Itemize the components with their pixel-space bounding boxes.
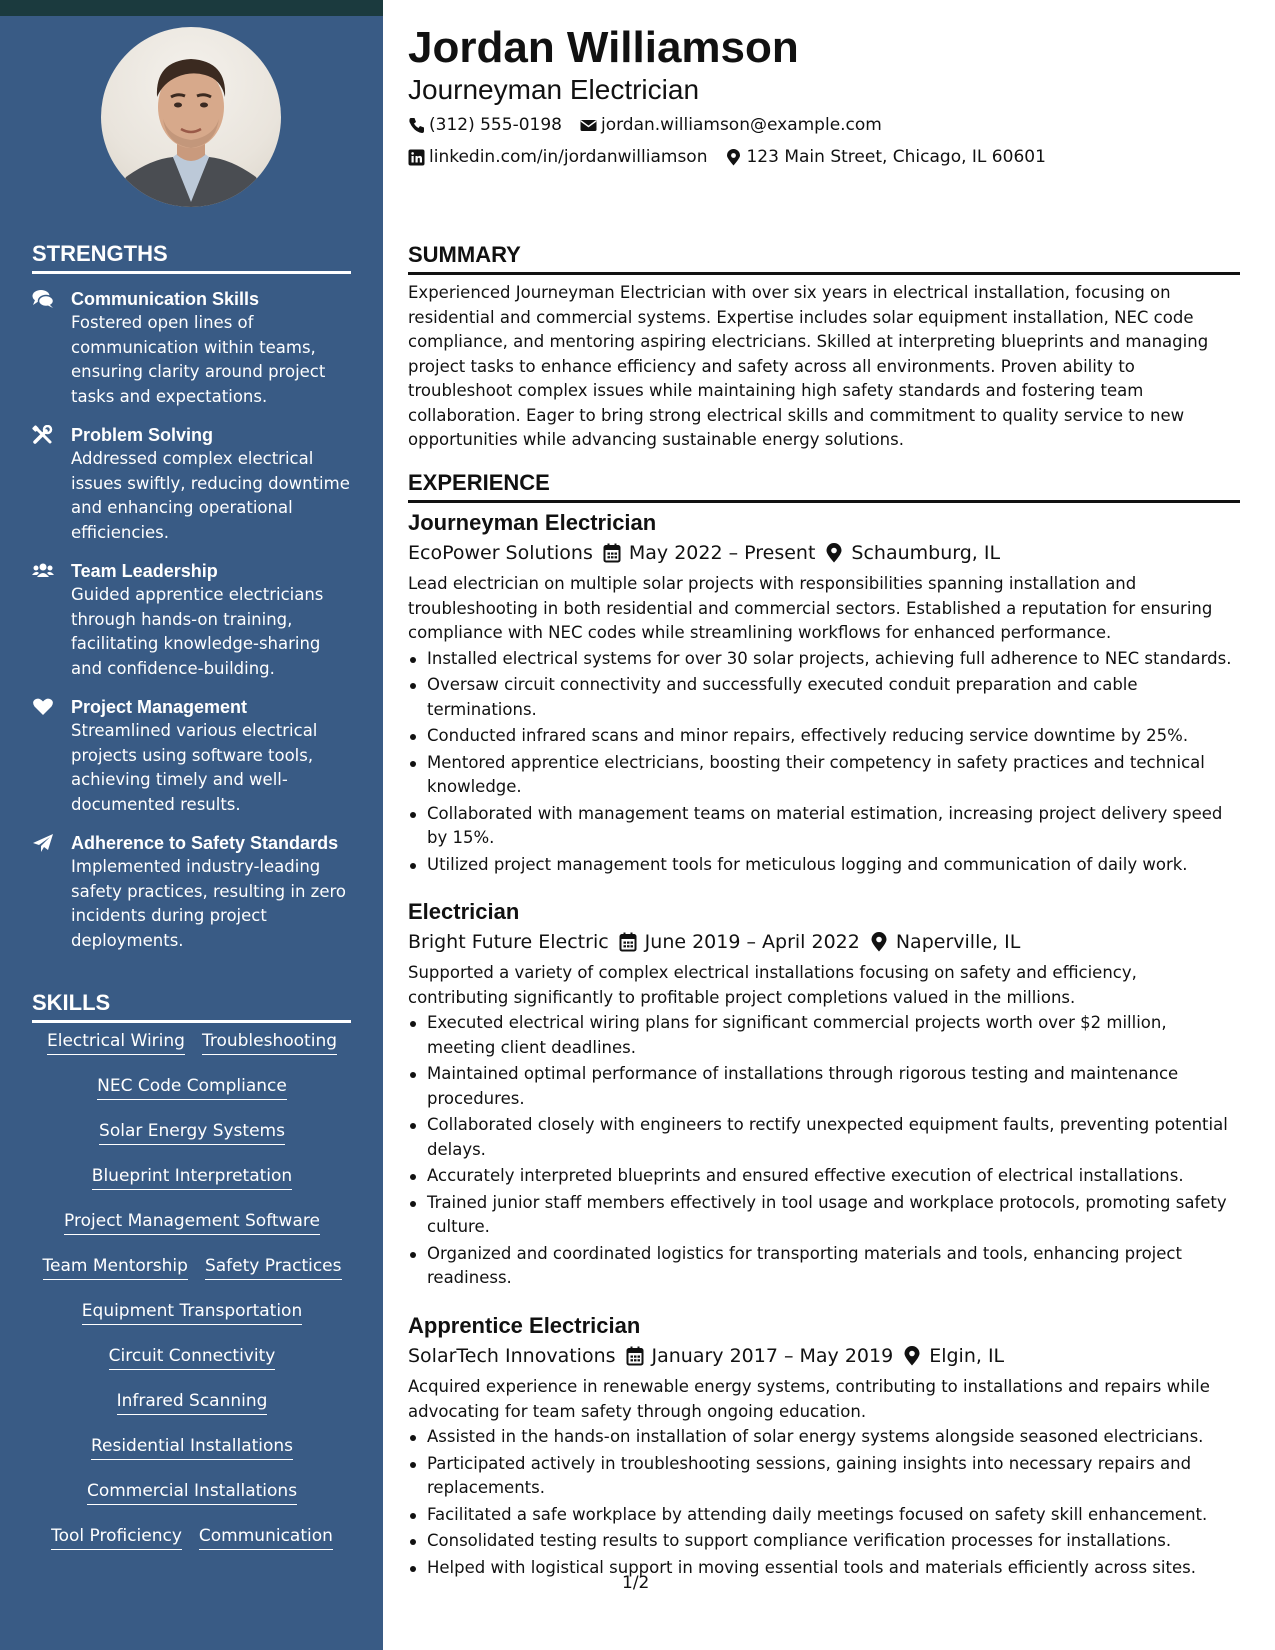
skill-row	[32, 1075, 352, 1120]
contact-row	[408, 114, 882, 136]
heart-icon	[32, 697, 54, 717]
address-text: 123 Main Street, Chicago, IL 60601	[746, 147, 1046, 167]
phone-text: (312) 555-0198	[429, 115, 562, 135]
location-pin-icon	[725, 149, 742, 166]
job-location	[825, 540, 1000, 566]
profile-photo	[101, 27, 281, 207]
page-number: 1/2	[622, 1573, 650, 1593]
company-name: Bright Future Electric	[408, 931, 609, 953]
email-text: jordan.williamson@example.com	[600, 115, 882, 135]
job-meta	[408, 540, 1240, 566]
calendar-icon	[619, 932, 637, 952]
skill-tag: NEC Code Compliance	[97, 1075, 287, 1100]
summary-text: Experienced Journeyman Electrician with over six years in electrical installation, focusing on residential and commercial systems. Expertise includes solar equipment installation, NEC code compliance, and mentoring aspiring electricians. Skilled at interpreting blueprints and managing project tasks to enhance efficiency and safety across all environments. Proven ability to troubleshoot complex issues while maintaining high safety standards and fostering team collaboration. Eager to bring strong electrical skills and commitment to quality service to new opportunities while advancing sustainable energy solutions.	[408, 283, 1209, 449]
skill-row	[32, 1390, 352, 1435]
sidebar	[0, 0, 383, 1650]
calendar-icon	[626, 1346, 644, 1366]
skill-tag: Team Mentorship	[43, 1255, 188, 1280]
job-dates-text: May 2022 – Present	[628, 542, 816, 564]
bullet-item: Utilized project management tools for meticulous logging and communication of daily work.	[408, 853, 1240, 878]
strength-item	[32, 831, 352, 953]
skill-tag: Troubleshooting	[202, 1030, 337, 1055]
job-bullets	[408, 1425, 1240, 1580]
summary-heading: SUMMARY	[408, 242, 1240, 275]
candidate-role: Journeyman Electrician	[408, 74, 700, 105]
skill-tag: Project Management Software	[64, 1210, 320, 1235]
job-location	[903, 1343, 1004, 1369]
linkedin-text: linkedin.com/in/jordanwilliamson	[429, 147, 708, 167]
skill-tag: Circuit Connectivity	[109, 1345, 276, 1370]
skill-tag: Solar Energy Systems	[99, 1120, 285, 1145]
comments-icon	[32, 289, 54, 309]
bullet-item: Installed electrical systems for over 30 solar projects, achieving full adherence to NEC standards.	[408, 647, 1240, 672]
skill-row	[32, 1120, 352, 1165]
bullet-item: Collaborated with management teams on material estimation, increasing project delivery speed by 15%.	[408, 802, 1240, 851]
job-bullets	[408, 1011, 1240, 1291]
skill-row	[32, 1435, 352, 1480]
job-location-text: Elgin, IL	[929, 1345, 1005, 1367]
strengths-heading: STRENGTHS	[32, 241, 351, 274]
job-dates-text: January 2017 – May 2019	[651, 1345, 894, 1367]
location-pin-icon	[825, 543, 843, 563]
skill-tag: Electrical Wiring	[47, 1030, 185, 1055]
job-meta	[408, 929, 1240, 955]
users-icon	[32, 561, 54, 581]
skill-row	[32, 1345, 352, 1390]
bullet-item: Organized and coordinated logistics for transporting materials and tools, enhancing project readiness.	[408, 1242, 1240, 1291]
bullet-item: Mentored apprentice electricians, boosting their competency in safety practices and technical knowledge.	[408, 751, 1240, 800]
phone-contact[interactable]	[408, 114, 562, 136]
strength-item	[32, 559, 352, 681]
job-dates	[619, 929, 860, 955]
strength-description: Addressed complex electrical issues swiftly, reducing downtime and enhancing operational efficiencies.	[71, 449, 350, 542]
skill-row	[32, 1255, 352, 1300]
bullet-item: Facilitated a safe workplace by attending daily meetings focused on safety skill enhancement.	[408, 1503, 1240, 1528]
bullet-item: Assisted in the hands-on installation of solar energy systems alongside seasoned electricians.	[408, 1425, 1240, 1450]
skill-tag: Equipment Transportation	[82, 1300, 302, 1325]
strength-item	[32, 695, 352, 817]
skill-tag: Infrared Scanning	[117, 1390, 268, 1415]
job-location-text: Schaumburg, IL	[851, 542, 1001, 564]
strength-item	[32, 423, 352, 545]
location-pin-icon	[903, 1346, 921, 1366]
company-name: EcoPower Solutions	[408, 542, 593, 564]
job-summary: Lead electrician on multiple solar projects with responsibilities spanning installation and troubleshooting in both residential and commercial sectors. Established a reputation for ensuring compliance with NEC codes while streamlining workflows for enhanced performance.	[408, 574, 1213, 642]
experience-heading: EXPERIENCE	[408, 470, 1240, 503]
skill-tag: Communication	[199, 1525, 333, 1550]
skill-row	[32, 1480, 352, 1525]
linkedin-contact[interactable]	[408, 146, 707, 168]
job-dates	[626, 1343, 894, 1369]
skills-heading: SKILLS	[32, 990, 351, 1023]
phone-icon	[408, 117, 425, 134]
job-entry	[408, 509, 1240, 879]
bullet-item: Helped with logistical support in moving essential tools and materials efficiently across sites.	[408, 1556, 1240, 1581]
linkedin-icon	[408, 149, 425, 166]
skill-tag: Safety Practices	[205, 1255, 342, 1280]
strength-title: Adherence to Safety Standards	[71, 833, 339, 853]
skill-tag: Residential Installations	[91, 1435, 293, 1460]
tools-icon	[32, 425, 54, 445]
company-name: SolarTech Innovations	[408, 1345, 616, 1367]
job-location-text: Naperville, IL	[895, 931, 1021, 953]
job-bullets	[408, 647, 1240, 878]
skill-row	[32, 1300, 352, 1345]
strength-description: Streamlined various electrical projects using software tools, achieving timely and well-documented results.	[71, 721, 318, 814]
skill-row	[32, 1030, 352, 1075]
bullet-item: Collaborated closely with engineers to rectify unexpected equipment faults, preventing potential delays.	[408, 1113, 1240, 1162]
strength-title: Project Management	[71, 697, 248, 717]
skill-row	[32, 1525, 352, 1570]
job-location	[870, 929, 1020, 955]
bullet-item: Trained junior staff members effectively in tool usage and workplace protocols, promoting safety culture.	[408, 1191, 1240, 1240]
job-title: Apprentice Electrician	[408, 1313, 641, 1338]
bullet-item: Accurately interpreted blueprints and ensured effective execution of electrical installations.	[408, 1164, 1240, 1189]
job-entry	[408, 1312, 1240, 1582]
strength-description: Fostered open lines of communication within teams, ensuring clarity around project tasks and expectations.	[71, 313, 326, 406]
contact-row	[408, 146, 1046, 168]
strength-title: Team Leadership	[71, 561, 218, 581]
envelope-icon	[580, 117, 597, 134]
bullet-item: Oversaw circuit connectivity and successfully executed conduit preparation and cable terminations.	[408, 673, 1240, 722]
job-title: Electrician	[408, 899, 520, 924]
bullet-item: Executed electrical wiring plans for significant commercial projects worth over $2 million, meeting client deadlines.	[408, 1011, 1240, 1060]
job-meta	[408, 1343, 1240, 1369]
address-contact	[725, 146, 1045, 168]
job-summary: Acquired experience in renewable energy systems, contributing to installations and repairs while advocating for team safety through ongoing education.	[408, 1377, 1210, 1421]
job-title: Journeyman Electrician	[408, 510, 657, 535]
bullet-item: Conducted infrared scans and minor repairs, effectively reducing service downtime by 25%.	[408, 724, 1240, 749]
location-pin-icon	[870, 932, 888, 952]
sidebar-top-bar	[0, 0, 383, 16]
skill-row	[32, 1210, 352, 1255]
skill-tag: Tool Proficiency	[51, 1525, 182, 1550]
bullet-item: Maintained optimal performance of installations through rigorous testing and maintenance procedures.	[408, 1062, 1240, 1111]
job-summary: Supported a variety of complex electrical installations focusing on safety and efficiency, contributing significantly to profitable project completions valued in the millions.	[408, 963, 1137, 1007]
strength-title: Problem Solving	[71, 425, 214, 445]
strength-description: Implemented industry-leading safety practices, resulting in zero incidents during project deployments.	[71, 857, 347, 950]
calendar-icon	[603, 543, 621, 563]
skill-tag: Commercial Installations	[87, 1480, 297, 1505]
skills-list	[32, 1030, 352, 1570]
paper-plane-icon	[32, 833, 54, 853]
strength-description: Guided apprentice electricians through hands-on training, facilitating knowledge-sharing and confidence-building.	[71, 585, 324, 678]
job-entry	[408, 898, 1240, 1293]
skill-tag: Blueprint Interpretation	[92, 1165, 292, 1190]
job-dates-text: June 2019 – April 2022	[644, 931, 860, 953]
job-dates	[603, 540, 816, 566]
strength-item	[32, 287, 352, 409]
skill-row	[32, 1165, 352, 1210]
candidate-name: Jordan Williamson	[408, 23, 799, 72]
email-contact[interactable]	[580, 114, 882, 136]
bullet-item: Consolidated testing results to support compliance verification processes for installations.	[408, 1529, 1240, 1554]
bullet-item: Participated actively in troubleshooting sessions, gaining insights into necessary repairs and replacements.	[408, 1452, 1240, 1501]
strength-title: Communication Skills	[71, 289, 260, 309]
strengths-list	[32, 287, 352, 967]
